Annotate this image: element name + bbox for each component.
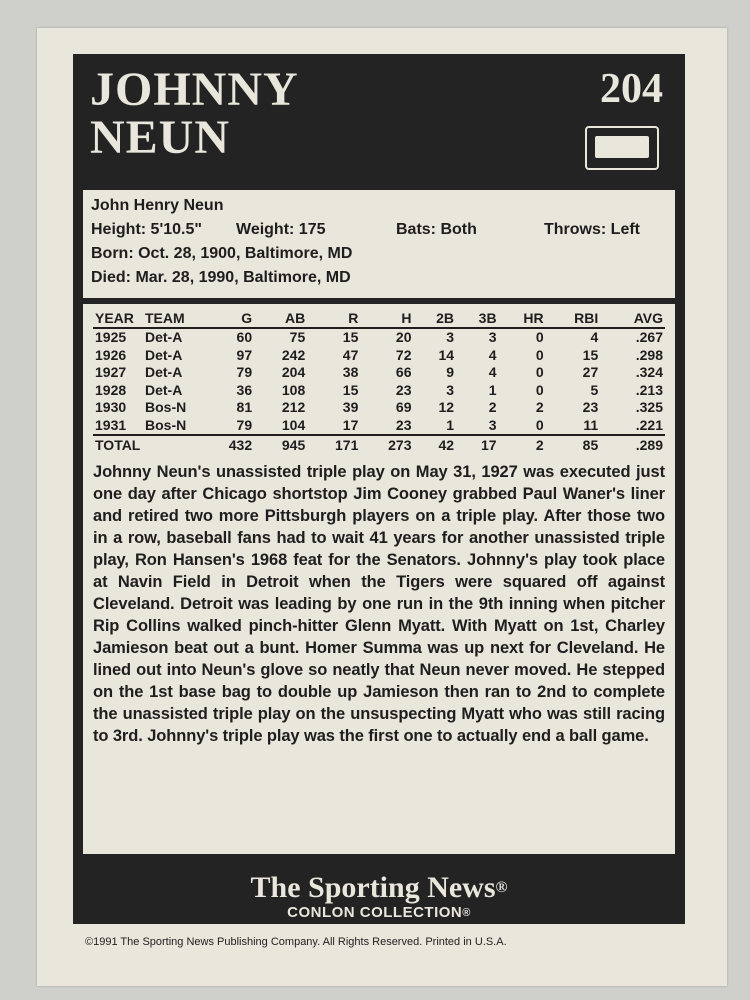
table-cell: .221 — [635, 416, 663, 433]
table-cell: 212 — [281, 399, 306, 415]
table-cell: 1926 — [95, 346, 127, 363]
col-header: RBI — [546, 310, 601, 328]
table-cell: 0 — [535, 364, 544, 380]
bio-throws: Throws: Left — [544, 221, 640, 238]
baseball-card-back — [37, 28, 727, 986]
table-cell: 42 — [414, 435, 457, 455]
col-header: G — [201, 310, 254, 328]
col-header: YEAR — [93, 310, 143, 328]
table-cell: 0 — [535, 381, 544, 398]
col-header: HR — [499, 310, 546, 328]
table-cell: TOTAL — [93, 435, 143, 455]
table-cell — [143, 435, 201, 455]
table-cell: 9 — [446, 364, 455, 380]
table-cell: Det-A — [145, 329, 183, 345]
table-cell: 27 — [582, 364, 599, 380]
table-cell: 81 — [236, 399, 253, 415]
stats-panel — [83, 304, 675, 854]
table-cell: 39 — [342, 399, 359, 415]
stats-table — [93, 310, 665, 455]
table-row — [93, 399, 665, 417]
table-cell: 72 — [395, 346, 412, 363]
conlon-collection — [73, 904, 685, 922]
table-cell: 23 — [395, 381, 412, 398]
col-header: AVG — [600, 310, 665, 328]
table-cell: 60 — [236, 329, 253, 345]
table-cell: 3 — [488, 416, 497, 433]
table-cell: 432 — [201, 435, 254, 455]
table-cell: Det-A — [145, 346, 183, 363]
bio-height: Height: 5'10.5" — [91, 221, 202, 238]
table-cell: .213 — [635, 381, 663, 398]
table-cell: 36 — [236, 381, 253, 398]
col-header: R — [307, 310, 360, 328]
player-first-name: JOHNNY — [90, 63, 299, 116]
table-cell: 4 — [590, 329, 599, 345]
table-cell: 108 — [281, 381, 306, 398]
table-cell: 79 — [236, 416, 253, 433]
table-cell: 47 — [342, 346, 359, 363]
table-cell: 2 — [488, 399, 497, 415]
card-number: 204 — [600, 66, 663, 112]
table-cell: 5 — [590, 381, 599, 398]
table-cell: 4 — [488, 346, 497, 363]
bio-died: Died: Mar. 28, 1990, Baltimore, MD — [91, 269, 351, 286]
table-cell: 97 — [236, 346, 253, 363]
stats-header-row — [93, 310, 665, 328]
table-cell: 2 — [499, 435, 546, 455]
sporting-news-wordmark: The Sporting News — [250, 871, 496, 904]
story-text: Johnny Neun's unassisted triple play on May 31, 1927 was executed just one day after Chicago shortstop Jim Cooney grabbed Paul Waner's liner and retired two more Pittsburgh players on a triple play. After those two in a row, baseball fans had to wait 41 years for another unassisted triple play, Ron Hansen's 1968 feat for the Senators. Johnny's play took place at Navin Field in Detroit when the Tigers were squared off against Cleveland. Detroit was leading by one run in the 9th inning when pitcher Rip Collins walked pinch-hitter Glenn Myatt. With Myatt on 1st, Charley Jamieson beat out a bunt. Homer Summa was up next for Cleveland. He lined out into Neun's glove so neatly that Neun never moved. He stepped on the 1st base bag to double up Jamieson then ran to 2nd to complete the unassisted triple play on the unsuspecting Myatt who was still racing to 3rd. Johnny's triple play was the first one to actually end a ball game. — [93, 463, 665, 745]
table-cell: 85 — [546, 435, 601, 455]
table-cell: .298 — [635, 346, 663, 363]
table-cell: 12 — [438, 399, 455, 415]
table-cell: Det-A — [145, 364, 183, 380]
table-cell: 1931 — [95, 416, 127, 433]
bio-weight: Weight: 175 — [236, 221, 326, 238]
table-cell: 17 — [342, 416, 359, 433]
table-cell: 1 — [488, 381, 497, 398]
table-cell: 3 — [488, 329, 497, 345]
copyright-notice: ©1991 The Sporting News Publishing Company. All Rights Reserved. Printed in U.S.A. — [85, 936, 507, 948]
totals-row — [93, 435, 665, 455]
bio-full-name: John Henry Neun — [91, 197, 224, 214]
table-cell: 171 — [307, 435, 360, 455]
table-cell: 1927 — [95, 364, 127, 380]
table-row — [93, 364, 665, 382]
table-cell: Det-A — [145, 381, 183, 398]
mlb-logo — [585, 126, 659, 170]
table-cell: .325 — [635, 399, 663, 415]
table-cell: 0 — [535, 346, 544, 363]
table-cell: 79 — [236, 364, 253, 380]
table-cell: 104 — [281, 416, 306, 433]
table-cell: .289 — [600, 435, 665, 455]
table-cell: 1 — [446, 416, 455, 433]
table-cell: 0 — [535, 329, 544, 345]
table-cell: 38 — [342, 364, 359, 380]
table-cell: 14 — [438, 346, 455, 363]
card-frame — [73, 54, 685, 924]
table-cell: Bos-N — [145, 399, 187, 415]
publisher-brand — [73, 872, 685, 922]
player-bio — [83, 190, 675, 298]
col-header: H — [360, 310, 413, 328]
table-cell: 0 — [535, 416, 544, 433]
table-cell: 15 — [582, 346, 599, 363]
table-row — [93, 347, 665, 365]
table-cell: 69 — [395, 399, 412, 415]
table-row — [93, 382, 665, 400]
conlon-collection-label: CONLON COLLECTION — [287, 904, 463, 921]
bio-born: Born: Oct. 28, 1900, Baltimore, MD — [91, 245, 353, 262]
table-cell: 23 — [395, 416, 412, 433]
table-cell: 3 — [446, 329, 455, 345]
table-cell: 945 — [254, 435, 307, 455]
col-header: 2B — [414, 310, 457, 328]
table-cell: .324 — [635, 364, 663, 380]
table-cell: 2 — [535, 399, 544, 415]
table-row — [93, 417, 665, 436]
table-cell: 3 — [446, 381, 455, 398]
table-cell: 20 — [395, 329, 412, 345]
player-last-name: NEUN — [90, 111, 231, 164]
mlb-logo-icon — [595, 136, 649, 158]
registered-mark: ® — [462, 907, 471, 919]
table-cell: 15 — [342, 329, 359, 345]
player-name — [90, 63, 299, 164]
table-cell: 75 — [289, 329, 306, 345]
table-row — [93, 328, 665, 347]
table-cell: 17 — [456, 435, 499, 455]
col-header: TEAM — [143, 310, 201, 328]
table-cell: 204 — [281, 364, 306, 380]
col-header: AB — [254, 310, 307, 328]
table-cell: 66 — [395, 364, 412, 380]
sporting-news-logo — [73, 872, 685, 904]
bio-bats: Bats: Both — [396, 221, 477, 238]
table-cell: 4 — [488, 364, 497, 380]
table-cell: 23 — [582, 399, 599, 415]
col-header: 3B — [456, 310, 499, 328]
table-cell: 273 — [360, 435, 413, 455]
table-cell: 15 — [342, 381, 359, 398]
table-cell: 1928 — [95, 381, 127, 398]
table-cell: 11 — [583, 416, 599, 433]
registered-mark: ® — [495, 879, 508, 896]
table-cell: Bos-N — [145, 416, 187, 433]
table-cell: .267 — [635, 329, 663, 345]
table-cell: 1925 — [95, 329, 127, 345]
stats-body — [93, 328, 665, 455]
table-cell: 1930 — [95, 399, 127, 415]
table-cell: 242 — [281, 346, 306, 363]
